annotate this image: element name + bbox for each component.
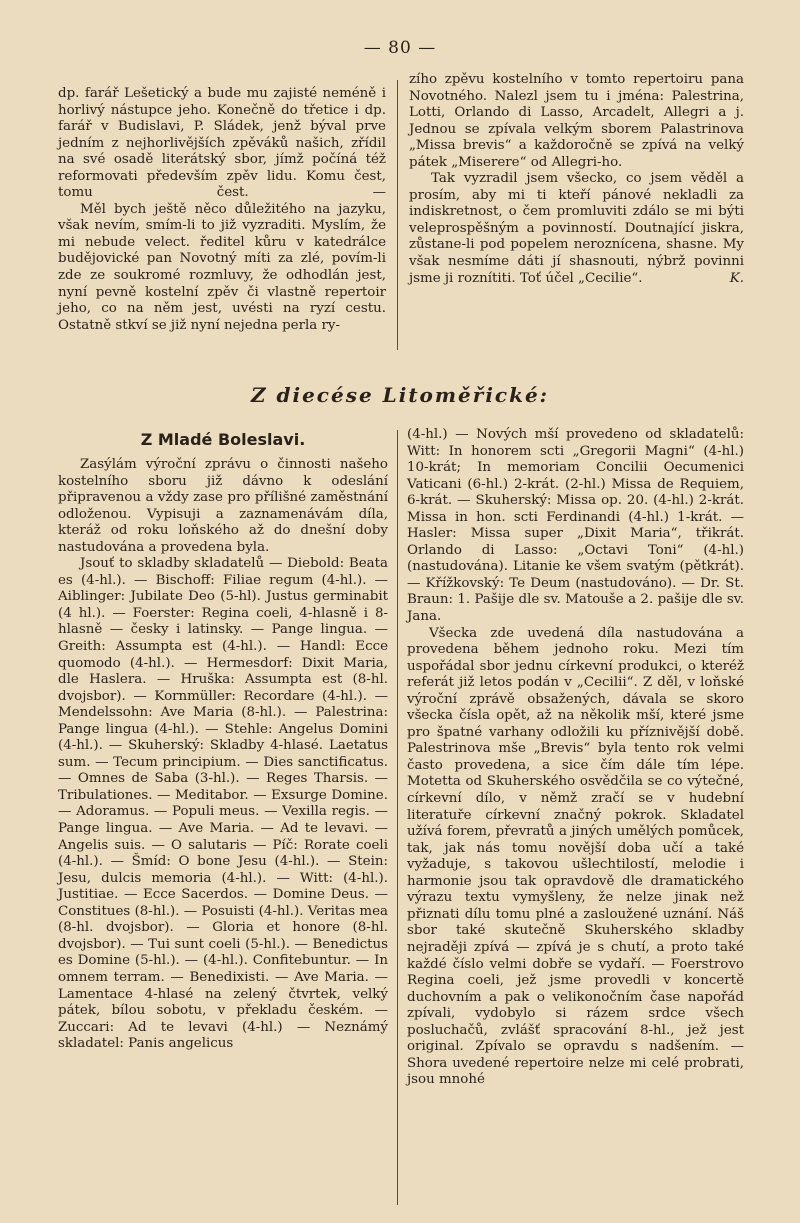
paragraph-text: Tak vyzradil jsem všecko, co jsem věděl a prosím, aby mi ti kteří pánové nekladli za indiskretnost, o čem promluviti zdálo se mi býti veleprospěšným a povinností. Doutnající jiskra, zůstane-li pod popelem neroznícena, shasne. My však nesmíme dáti jí shasnouti, nýbrž povinni jsme ji roznítiti. Toť účel „Cecilie“.	[409, 171, 744, 286]
paragraph: Měl bych ještě něco důležitého na jazyku, však nevím, smím-li to již vyzraditi. Myslím, že mi nebude velect. ředitel kůru v katedrálce budějovické pan Novotný míti za zlé, povím-li zde ze soukromé rozmluvy, že odhodlán jest, nyní pevně kostelní zpěv či vlastně repertoir jeho, co na něm jest, uvésti na ryzí cestu. Ostatně stkví se již nyní nejedna perla ry-	[58, 201, 386, 333]
column-divider-top	[397, 80, 398, 350]
author-signature: K.	[729, 270, 744, 286]
paragraph: dp. farář Lešetický a bude mu zajisté neméně i horlivý nástupce jeho. Konečně do třetice i dp. farář v Budislavi, P. Sládek, jenž býval prve jedním z nejhorlivějších zpěváků našich, zřídil na své osadě literátský sbor, jímž počíná též reformovati především zpěv lidu. Komu čest, tomu čest. —	[58, 86, 386, 201]
paragraph: zího zpěvu kostelního v tomto repertoiru pana Novotného. Nalezl jsem tu i jména: Palestrina, Lotti, Orlando di Lasso, Arcadelt, Allegri a j. Jednou se zpívala velkým sborem Palastrinova „Missa brevis“ a každoročně se zpívá na velký pátek „Miserere“ od Allegri-ho.	[409, 72, 744, 170]
paragraph: Jsouť to skladby skladatelů — Diebold: Beata es (4-hl.). — Bischoff: Filiae regum (4-hl.). — Aiblinger: Jubilate Deo (5-hl). Justus germinabit (4 hl.). — Foerster: Regina coeli, 4-hlasně i 8-hlasně — česky i latinsky. — Pange lingua. — Greith: Assumpta est (4-hl.). — Handl: Ecce quomodo (4-hl.). — Hermesdorf: Dixit Maria, dle Haslera. — Hruška: Assumpta est (8-hl. dvojsbor). — Kornmüller: Recordare (4-hl.). — Mendelssohn: Ave Maria (8-hl.). — Palestrina: Pange lingua (4-hl.). — Stehle: Angelus Domini (4-hl.). — Skuherský: Skladby 4-hlasé. Laetatus sum. — Tecum principium. — Dies sanctificatus. — Omnes de Saba (3-hl.). — Reges Tharsis. — Tribulationes. — Meditabor. — Exsurge Domine. — Adoramus. — Populi meus. — Vexilla regis. — Pange lingua. — Ave Maria. — Ad te levavi. — Angelis suis. — O salutaris — Píč: Rorate coeli (4-hl.). — Šmíd: O bone Jesu (4-hl.). — Stein: Jesu, dulcis memoria (4-hl.). — Witt: (4-hl.). Justitiae. — Ecce Sacerdos. — Domine Deus. — Constitues (8-hl.). — Posuisti (4-hl.). Veritas mea (8-hl. dvojsbor). — Gloria et honore (8-hl. dvojsbor). — Tui sunt coeli (5-hl.). — Benedictus es Domine (5-hl.). — (4-hl.). Confitebuntur. — In omnem terram. — Benedixisti. — Ave Maria. — Lamentace 4-hlasé na zelený čtvrtek, velký pátek, bílou sobotu, v překladu českém. — Zuccari: Ad te levavi (4-hl.) — Neznámý skladatel: Panis angelicus	[58, 556, 388, 1052]
page-number: — 80 —	[363, 38, 437, 58]
paragraph: (4-hl.) — Nových mší provedeno od skladatelů: Witt: In honorem scti „Gregorii Magni“ (4-hl.) 10-krát; In memoriam Concilii Oecumenici Vaticani (6-hl.) 2-krát. (2-hl.) Missa de Requiem, 6-krát. — Skuherský: Missa op. 20. (4-hl.) 2-krát. Missa in hon. scti Ferdinandi (4-hl.) 1-krát. — Hasler: Missa super „Dixit Maria“, třikrát. Orlando di Lasso: „Octavi Toni“ (4-hl.) (nastudována). Litanie ke všem svatým (pětkrát). — Křížkovský: Te Deum (nastudováno). — Dr. St. Braun: 1. Pašije dle sv. Matouše a 2. pašije dle sv. Jana.	[407, 427, 744, 625]
article-title: Z Mladé Boleslavi.	[140, 430, 306, 449]
bottom-left-column	[58, 457, 388, 1053]
top-right-column	[409, 72, 744, 287]
paragraph	[409, 171, 744, 287]
paragraph: Všecka zde uvedená díla nastudována a provedena během jednoho roku. Mezi tím uspořádal sbor jednu církevní produkci, o kteréž referát již letos podán v „Cecilii“. Z děl, v loňské výroční zprávě obsažených, dávala se skoro všecka čísla opět, až na několik mší, které jsme pro špatné varhany odložili ku příznivější době. Palestrinova mše „Brevis“ byla tento rok velmi často provedena, a sice čím dále tím lépe. Motetta od Skuherského osvědčila se co výtečné, církevní dílo, v němž zračí se v hudební literatuře církevní značný pokrok. Skladatel užívá forem, převratů a jiných umělých pomůcek, tak, jak nás tomu novější doba učí a také vyžaduje, s takovou ušlechtilostí, melodie i harmonie jsou tak opravdově dle dramatického výrazu textu vymyšleny, že nelze jinak než přiznati dílu tomu plné a zasloužené uznání. Náš sbor také skutečně Skuherského skladby nejraději zpívá — zpívá je s chutí, a proto také každé číslo velmi dobře se vydaří. — Foerstrovo Regina coeli, jež jsme provedli v koncertě duchovním a pak o velikonočním čase napořád zpívali, vydobylo si rázem srdce všech posluchačů, zvlášť spracování 8-hl., jež jest original. Zpívalo se opravdu s nadšením. — Shora uvedené repertoire nelze mi celé probrati, jsou mnohé	[407, 625, 744, 1088]
section-heading: Z diecése Litoměřické:	[250, 383, 550, 407]
column-divider-bottom	[397, 430, 398, 1205]
bottom-right-column	[407, 427, 744, 1089]
top-left-column	[58, 86, 386, 334]
paragraph: Zasýlám výroční zprávu o činnosti našeho kostelního sboru již dávno k odeslání připravenou a vždy zase pro přílišné zaměstnání odloženou. Vypisuji a zaznamenávám díla, kteráž od roku loňského až do dnešní doby nastudována a provedena byla.	[58, 457, 388, 555]
